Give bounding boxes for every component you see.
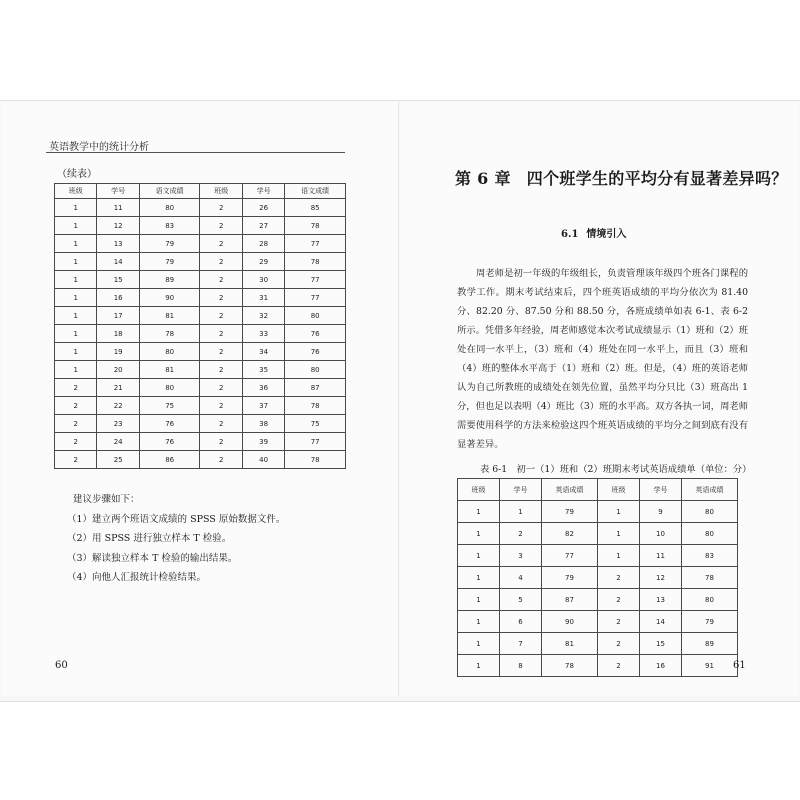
- table-cell: 15: [97, 271, 139, 289]
- table-cell: 25: [97, 451, 139, 469]
- table-cell: 1: [55, 361, 97, 379]
- table-cell: 20: [97, 361, 139, 379]
- table-cell: 37: [242, 397, 284, 415]
- table-cell: 8: [500, 655, 542, 677]
- table-cell: 1: [458, 589, 500, 611]
- table-cell: 80: [139, 343, 200, 361]
- table-cell: 1: [598, 523, 640, 545]
- step-item: （3）解读独立样本 T 检验的输出结果。: [67, 552, 238, 564]
- column-header: 学号: [500, 479, 542, 501]
- table-cell: 15: [640, 633, 682, 655]
- table-row: [55, 253, 346, 271]
- table-cell: 13: [97, 235, 139, 253]
- table-cell: 2: [55, 433, 97, 451]
- table-cell: 1: [55, 325, 97, 343]
- table-cell: 76: [285, 325, 346, 343]
- table-cell: 1: [458, 501, 500, 523]
- table-row: [55, 379, 346, 397]
- table-cell: 1: [55, 235, 97, 253]
- table-cell: 2: [200, 271, 242, 289]
- table-cell: 4: [500, 567, 542, 589]
- table-cell: 40: [242, 451, 284, 469]
- table-cell: 12: [97, 217, 139, 235]
- table-cell: 1: [458, 611, 500, 633]
- table-row: [55, 433, 346, 451]
- table-cell: 2: [200, 325, 242, 343]
- table-cell: 78: [139, 325, 200, 343]
- table-cell: 83: [682, 545, 738, 567]
- table-cell: 2: [200, 343, 242, 361]
- column-header: 学号: [640, 479, 682, 501]
- table-cell: 79: [682, 611, 738, 633]
- table-cell: 80: [682, 501, 738, 523]
- table-cell: 80: [285, 361, 346, 379]
- table-cell: 1: [500, 501, 542, 523]
- table-row: [458, 501, 738, 523]
- table-cell: 2: [55, 379, 97, 397]
- table-cell: 2: [598, 655, 640, 677]
- table-cell: 2: [598, 567, 640, 589]
- table-cell: 35: [242, 361, 284, 379]
- table-cell: 76: [139, 433, 200, 451]
- step-item: （4）向他人汇报统计检验结果。: [67, 572, 207, 583]
- table-cell: 76: [139, 415, 200, 433]
- column-header: 班级: [200, 184, 242, 199]
- table-cell: 18: [97, 325, 139, 343]
- table-cell: 2: [200, 199, 242, 217]
- table-cell: 85: [285, 199, 346, 217]
- table-cell: 16: [97, 289, 139, 307]
- table-cell: 9: [640, 501, 682, 523]
- column-header: 学号: [97, 184, 139, 199]
- table-cell: 31: [242, 289, 284, 307]
- table-cell: 21: [97, 379, 139, 397]
- table-cell: 12: [640, 567, 682, 589]
- table-cell: 6: [500, 611, 542, 633]
- step-item: （2）用 SPSS 进行独立样本 T 检验。: [67, 533, 232, 544]
- table-row: [458, 545, 738, 567]
- table-cell: 77: [285, 289, 346, 307]
- chapter-title: 四个班学生的平均分有显著差异吗？: [526, 169, 788, 188]
- column-header: 班级: [598, 479, 640, 501]
- continued-label: （续表）: [57, 169, 97, 180]
- steps-intro: 建议步骤如下：: [73, 494, 140, 505]
- table-cell: 2: [200, 235, 242, 253]
- table-row: [458, 589, 738, 611]
- table-row: [458, 633, 738, 655]
- table-cell: 78: [682, 567, 738, 589]
- table-row: [458, 611, 738, 633]
- table-cell: 80: [139, 379, 200, 397]
- table-cell: 77: [285, 271, 346, 289]
- table-cell: 27: [242, 217, 284, 235]
- column-header: 语文成绩: [139, 184, 200, 199]
- table-cell: 91: [682, 655, 738, 677]
- table-cell: 14: [640, 611, 682, 633]
- table-cell: 81: [139, 361, 200, 379]
- running-header: 英语教学中的统计分析: [49, 142, 149, 153]
- table-row: [55, 415, 346, 433]
- table-cell: 2: [55, 415, 97, 433]
- table-cell: 3: [500, 545, 542, 567]
- table-cell: 87: [542, 589, 598, 611]
- table-cell: 79: [139, 235, 200, 253]
- table-cell: 13: [640, 589, 682, 611]
- table-row: [55, 289, 346, 307]
- table-cell: 11: [97, 199, 139, 217]
- table-cell: 2: [598, 589, 640, 611]
- table-cell: 29: [242, 253, 284, 271]
- table-row: [458, 523, 738, 545]
- column-header: 班级: [458, 479, 500, 501]
- column-header: 语文成绩: [285, 184, 346, 199]
- table-cell: 10: [640, 523, 682, 545]
- table-cell: 75: [285, 415, 346, 433]
- table-cell: 36: [242, 379, 284, 397]
- table-cell: 1: [55, 289, 97, 307]
- table-cell: 1: [55, 199, 97, 217]
- table-cell: 2: [200, 253, 242, 271]
- section-title: 情境引入: [586, 229, 627, 240]
- table-cell: 24: [97, 433, 139, 451]
- table-cell: 5: [500, 589, 542, 611]
- table-row: [55, 199, 346, 217]
- table-cell: 90: [542, 611, 598, 633]
- table-cell: 26: [242, 199, 284, 217]
- table-cell: 2: [200, 415, 242, 433]
- table-cell: 89: [682, 633, 738, 655]
- table-row: [55, 307, 346, 325]
- table-row: [458, 567, 738, 589]
- table-row: [55, 361, 346, 379]
- table-cell: 2: [200, 433, 242, 451]
- english-scores-table: [457, 478, 738, 677]
- table-cell: 1: [458, 655, 500, 677]
- table-cell: 33: [242, 325, 284, 343]
- table-row: [55, 235, 346, 253]
- table-cell: 77: [285, 235, 346, 253]
- table-cell: 2: [200, 379, 242, 397]
- table-cell: 32: [242, 307, 284, 325]
- table-cell: 1: [55, 307, 97, 325]
- table-cell: 80: [682, 523, 738, 545]
- table-cell: 2: [200, 451, 242, 469]
- table-cell: 38: [242, 415, 284, 433]
- table-cell: 2: [200, 397, 242, 415]
- table-cell: 2: [200, 289, 242, 307]
- table-cell: 79: [542, 501, 598, 523]
- table-cell: 2: [200, 217, 242, 235]
- table-header-row: [55, 184, 346, 199]
- table-cell: 2: [55, 397, 97, 415]
- table-cell: 1: [458, 545, 500, 567]
- chinese-scores-table: [54, 183, 346, 469]
- table-row: [458, 655, 738, 677]
- table-cell: 86: [139, 451, 200, 469]
- table-cell: 1: [458, 633, 500, 655]
- table-cell: 80: [139, 199, 200, 217]
- table-row: [55, 343, 346, 361]
- table-row: [55, 271, 346, 289]
- column-header: 学号: [242, 184, 284, 199]
- chapter-number: 第 6 章: [455, 169, 511, 188]
- table-cell: 39: [242, 433, 284, 451]
- table-cell: 78: [285, 253, 346, 271]
- table-cell: 1: [55, 217, 97, 235]
- table-caption: 表 6-1 初一（1）班和（2）班期末考试英语成绩单（单位：分）: [480, 464, 752, 475]
- table-cell: 77: [285, 433, 346, 451]
- table-cell: 78: [285, 217, 346, 235]
- table-cell: 2: [200, 361, 242, 379]
- page-number-right: 61: [733, 660, 746, 671]
- table-cell: 77: [542, 545, 598, 567]
- table-row: [55, 217, 346, 235]
- table-cell: 83: [139, 217, 200, 235]
- table-row: [55, 325, 346, 343]
- table-cell: 78: [285, 451, 346, 469]
- table-cell: 30: [242, 271, 284, 289]
- column-header: 英语成绩: [682, 479, 738, 501]
- table-cell: 2: [598, 611, 640, 633]
- table-cell: 81: [542, 633, 598, 655]
- step-item: （1）建立两个班语文成绩的 SPSS 原始数据文件。: [67, 513, 286, 525]
- table-cell: 19: [97, 343, 139, 361]
- table-cell: 1: [458, 567, 500, 589]
- header-rule: [46, 152, 345, 153]
- column-header: 英语成绩: [542, 479, 598, 501]
- table-cell: 17: [97, 307, 139, 325]
- table-cell: 23: [97, 415, 139, 433]
- table-cell: 14: [97, 253, 139, 271]
- table-cell: 79: [542, 567, 598, 589]
- table-header-row: [458, 479, 738, 501]
- table-cell: 1: [598, 545, 640, 567]
- table-cell: 81: [139, 307, 200, 325]
- table-cell: 89: [139, 271, 200, 289]
- table-cell: 78: [285, 397, 346, 415]
- intro-paragraph: 周老师是初一年级的年级组长，负责管理该年级四个班各门课程的教学工作。期末考试结束后，四个班英语成绩的平均分依次为 81.40 分、82.20 分、87.50 分和 88.50 分，各班成绩单如表 6-1、表 6-2 所示。凭借多年经验，周老师感觉本次考试成绩显示（1）班和（2）班处在同一水平上，（3）班和（4）班处在同一水平上，而且（3）班和（4）班的整体水平高于（1）班和（2）班。但是，（4）班的英语老师认为自己所教班的成绩处在领先位置，虽然平均分只比（3）班高出 1 分，但也足以表明（4）班比（3）班的水平高。双方各执一词，周老师需要使用科学的方法来检验这四个班英语成绩的平均分之间到底有没有显著差异。: [457, 268, 748, 450]
- table-cell: 82: [542, 523, 598, 545]
- table-cell: 87: [285, 379, 346, 397]
- table-cell: 1: [55, 253, 97, 271]
- table-cell: 7: [500, 633, 542, 655]
- table-cell: 2: [598, 633, 640, 655]
- table-cell: 11: [640, 545, 682, 567]
- table-cell: 2: [200, 307, 242, 325]
- table-cell: 1: [598, 501, 640, 523]
- table-cell: 90: [139, 289, 200, 307]
- table-row: [55, 397, 346, 415]
- table-cell: 1: [458, 523, 500, 545]
- table-cell: 1: [55, 271, 97, 289]
- suggested-steps: [67, 490, 286, 588]
- table-cell: 22: [97, 397, 139, 415]
- table-cell: 2: [500, 523, 542, 545]
- page-number-left: 60: [55, 660, 68, 671]
- table-cell: 75: [139, 397, 200, 415]
- section-number: 6.1: [561, 229, 579, 240]
- table-cell: 79: [139, 253, 200, 271]
- section-heading: [561, 225, 626, 240]
- chapter-heading: [455, 166, 788, 189]
- table-cell: 16: [640, 655, 682, 677]
- table-cell: 34: [242, 343, 284, 361]
- table-cell: 2: [55, 451, 97, 469]
- table-cell: 80: [682, 589, 738, 611]
- table-cell: 28: [242, 235, 284, 253]
- table-cell: 80: [285, 307, 346, 325]
- column-header: 班级: [55, 184, 97, 199]
- table-cell: 76: [285, 343, 346, 361]
- table-row: [55, 451, 346, 469]
- table-cell: 78: [542, 655, 598, 677]
- table-cell: 1: [55, 343, 97, 361]
